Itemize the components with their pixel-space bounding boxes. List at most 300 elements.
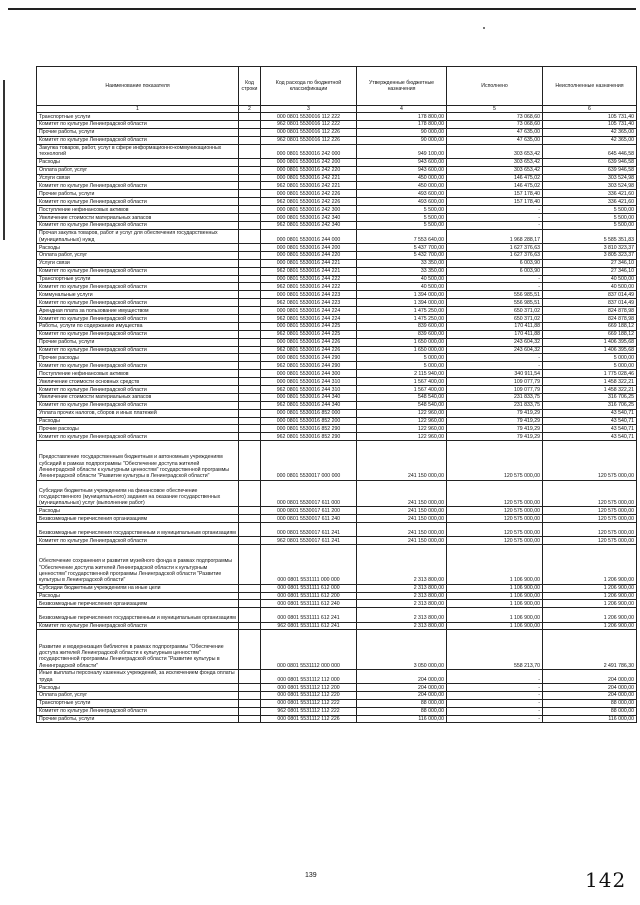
row-budget-code: 000 0801 5531111 612 240 <box>261 600 357 608</box>
row-executed: 303 653,42 <box>447 144 543 158</box>
row-budget-code: 000 0801 5531112 000 000 <box>261 630 357 669</box>
row-budget-code: 962 0801 5530016 112 226 <box>261 136 357 144</box>
table-row <box>37 120 637 128</box>
row-name: Транспортные услуги <box>37 699 239 707</box>
row-unexecuted: 336 421,60 <box>543 198 637 206</box>
row-executed: 146 475,02 <box>447 182 543 190</box>
row-line-code <box>239 417 261 425</box>
table-row <box>37 362 637 370</box>
table-row <box>37 409 637 417</box>
row-budget-code: 000 0801 5530016 242 300 <box>261 206 357 214</box>
row-unexecuted: 1 206 900,00 <box>543 600 637 608</box>
row-name: Комитет по культуре Ленинградской области <box>37 401 239 409</box>
row-approved: 241 150 000,00 <box>357 537 447 545</box>
column-number-row <box>37 106 637 113</box>
row-unexecuted: 303 524,98 <box>543 174 637 182</box>
row-name: Комитет по культуре Ленинградской области <box>37 537 239 545</box>
table-row <box>37 221 637 229</box>
row-unexecuted: 3 805 323,37 <box>543 251 637 259</box>
table-row <box>37 425 637 433</box>
row-name: Увеличение стоимости основных средств <box>37 378 239 386</box>
row-unexecuted: 1 775 028,46 <box>543 370 637 378</box>
row-name: Комитет по культуре Ленинградской области <box>37 362 239 370</box>
row-executed: 231 833,75 <box>447 401 543 409</box>
row-name: Комитет по культуре Ленинградской области <box>37 136 239 144</box>
top-border-line <box>8 8 636 10</box>
row-name: Транспортные услуги <box>37 275 239 283</box>
row-approved: 178 800,00 <box>357 113 447 121</box>
row-budget-code: 962 0801 5530016 244 223 <box>261 299 357 307</box>
row-budget-code: 000 0801 5530016 244 340 <box>261 393 357 401</box>
table-row <box>37 480 637 507</box>
row-budget-code: 000 0801 5530017 611 000 <box>261 480 357 507</box>
row-line-code <box>239 592 261 600</box>
row-line-code <box>239 136 261 144</box>
row-approved: 33 350,00 <box>357 267 447 275</box>
row-budget-code: 000 0801 5531111 612 241 <box>261 608 357 622</box>
row-line-code <box>239 322 261 330</box>
budget-execution-table <box>36 66 637 723</box>
table-row <box>37 213 637 221</box>
row-approved: 943 600,00 <box>357 166 447 174</box>
row-line-code <box>239 182 261 190</box>
table-row <box>37 378 637 386</box>
row-executed: 303 653,42 <box>447 166 543 174</box>
table-row <box>37 128 637 136</box>
table-row <box>37 307 637 315</box>
row-budget-code: 000 0801 5530016 244 224 <box>261 307 357 315</box>
table-row <box>37 523 637 537</box>
row-name: Закупка товаров, работ, услуг в сфере информационно-коммуникационных технологий <box>37 144 239 158</box>
row-unexecuted: 120 575 000,00 <box>543 507 637 515</box>
table-row <box>37 592 637 600</box>
row-name: Работы, услуги по содержанию имущества <box>37 322 239 330</box>
row-name: Прочие работы, услуги <box>37 190 239 198</box>
row-name: Комитет по культуре Ленинградской области <box>37 346 239 354</box>
row-name: Увеличение стоимости материальных запасов <box>37 213 239 221</box>
row-budget-code: 962 0801 5530016 244 224 <box>261 314 357 322</box>
row-executed: 1 106 900,00 <box>447 600 543 608</box>
header-budget-code: Код расхода по бюджетной классификации <box>261 67 357 106</box>
page-number: 139 <box>305 872 317 879</box>
row-approved: 7 553 640,00 <box>357 229 447 243</box>
row-line-code <box>239 299 261 307</box>
table-row <box>37 182 637 190</box>
row-approved: 204 000,00 <box>357 691 447 699</box>
table-row <box>37 144 637 158</box>
table-row <box>37 330 637 338</box>
row-budget-code: 000 0801 5531112 112 200 <box>261 683 357 691</box>
row-name: Комитет по культуре Ленинградской области <box>37 221 239 229</box>
row-name: Оплата работ, услуг <box>37 251 239 259</box>
row-unexecuted: 1 206 900,00 <box>543 592 637 600</box>
row-executed: 120 575 000,00 <box>447 441 543 480</box>
row-approved: 241 150 000,00 <box>357 480 447 507</box>
row-unexecuted: 43 540,71 <box>543 433 637 441</box>
row-unexecuted: 669 188,12 <box>543 330 637 338</box>
row-budget-code: 000 0801 5530016 244 310 <box>261 378 357 386</box>
row-unexecuted: 5 585 351,83 <box>543 229 637 243</box>
row-executed: 650 371,02 <box>447 314 543 322</box>
row-budget-code: 000 0801 5530016 244 222 <box>261 275 357 283</box>
row-executed: 1 106 900,00 <box>447 608 543 622</box>
row-line-code <box>239 608 261 622</box>
row-unexecuted: 27 346,10 <box>543 267 637 275</box>
table-row <box>37 243 637 251</box>
row-executed: - <box>447 699 543 707</box>
row-approved: 3 050 000,00 <box>357 630 447 669</box>
row-name: Комитет по культуре Ленинградской области <box>37 330 239 338</box>
row-line-code <box>239 346 261 354</box>
column-number: 4 <box>357 106 447 113</box>
row-approved: 943 600,00 <box>357 158 447 166</box>
row-budget-code: 000 0801 5531112 112 222 <box>261 699 357 707</box>
row-approved: 178 800,00 <box>357 120 447 128</box>
row-line-code <box>239 630 261 669</box>
row-unexecuted: 1 206 900,00 <box>543 622 637 630</box>
table-row <box>37 385 637 393</box>
table-row <box>37 354 637 362</box>
row-approved: 1 394 000,00 <box>357 291 447 299</box>
row-line-code <box>239 166 261 174</box>
row-approved: 1 650 000,00 <box>357 338 447 346</box>
row-executed: 6 003,90 <box>447 267 543 275</box>
row-unexecuted: 3 810 323,37 <box>543 243 637 251</box>
row-approved: 122 960,00 <box>357 425 447 433</box>
table-row <box>37 393 637 401</box>
row-approved: 450 000,00 <box>357 174 447 182</box>
row-line-code <box>239 545 261 584</box>
row-unexecuted: 120 575 000,00 <box>543 537 637 545</box>
table-row <box>37 174 637 182</box>
row-approved: 5 000,00 <box>357 354 447 362</box>
column-number: 5 <box>447 106 543 113</box>
row-name: Безвозмездные перечисления организациям <box>37 600 239 608</box>
row-budget-code: 000 0801 5531112 112 220 <box>261 691 357 699</box>
row-executed: - <box>447 206 543 214</box>
row-approved: 2 313 800,00 <box>357 608 447 622</box>
row-budget-code: 962 0801 5530016 242 226 <box>261 198 357 206</box>
header-indicator-name: Наименование показателя <box>37 67 239 106</box>
row-approved: 241 150 000,00 <box>357 441 447 480</box>
row-line-code <box>239 480 261 507</box>
header-executed: Исполнено <box>447 67 543 106</box>
row-line-code <box>239 507 261 515</box>
row-budget-code: 000 0801 5530016 242 221 <box>261 174 357 182</box>
row-unexecuted: 42 365,00 <box>543 136 637 144</box>
row-approved: 2 115 940,00 <box>357 370 447 378</box>
row-approved: 493 600,00 <box>357 198 447 206</box>
column-number: 2 <box>239 106 261 113</box>
row-budget-code: 000 0801 5530016 112 226 <box>261 128 357 136</box>
row-budget-code: 000 0801 5530016 244 290 <box>261 354 357 362</box>
row-executed: 79 419,29 <box>447 417 543 425</box>
row-name: Уплата прочих налогов, сборов и иных платежей <box>37 409 239 417</box>
row-executed: 558 213,70 <box>447 630 543 669</box>
row-executed: 120 575 000,00 <box>447 515 543 523</box>
row-executed: - <box>447 221 543 229</box>
row-unexecuted: 639 946,58 <box>543 158 637 166</box>
table-row <box>37 136 637 144</box>
row-executed: - <box>447 691 543 699</box>
table-row <box>37 198 637 206</box>
row-name: Арендная плата за пользование имуществом <box>37 307 239 315</box>
row-approved: 33 350,00 <box>357 259 447 267</box>
row-approved: 2 313 800,00 <box>357 545 447 584</box>
row-budget-code: 962 0801 5530016 242 340 <box>261 221 357 229</box>
row-line-code <box>239 715 261 723</box>
row-line-code <box>239 330 261 338</box>
row-executed: 1 106 900,00 <box>447 584 543 592</box>
row-line-code <box>239 158 261 166</box>
row-unexecuted: 116 000,00 <box>543 715 637 723</box>
row-name: Предоставление государственным бюджетным и автономным учреждениям субсидий в рамках подпрограммы "Обеспечение доступа жителей Ленинградской области к культурным ценностям" государственной программы Ленинградской области "Развитие культуры в Ленинградской области" <box>37 441 239 480</box>
row-budget-code: 962 0801 5531112 112 222 <box>261 707 357 715</box>
row-approved: 40 500,00 <box>357 275 447 283</box>
table-row <box>37 600 637 608</box>
row-budget-code: 000 0801 5530016 242 000 <box>261 144 357 158</box>
row-unexecuted: 336 421,60 <box>543 190 637 198</box>
row-name: Иные выплаты персоналу казенных учреждений, за исключением фонда оплаты труда <box>37 669 239 683</box>
row-unexecuted: 1 458 322,21 <box>543 385 637 393</box>
row-unexecuted: 43 540,71 <box>543 409 637 417</box>
row-budget-code: 962 0801 5530016 244 310 <box>261 385 357 393</box>
row-name: Расходы <box>37 158 239 166</box>
row-approved: 40 500,00 <box>357 283 447 291</box>
row-line-code <box>239 128 261 136</box>
row-executed: 556 985,51 <box>447 299 543 307</box>
row-executed: 73 068,60 <box>447 113 543 121</box>
row-name: Комитет по культуре Ленинградской области <box>37 622 239 630</box>
row-approved: 5 432 700,00 <box>357 251 447 259</box>
row-line-code <box>239 584 261 592</box>
row-budget-code: 000 0801 5530017 000 000 <box>261 441 357 480</box>
row-executed: 47 635,00 <box>447 128 543 136</box>
row-line-code <box>239 275 261 283</box>
row-executed: - <box>447 213 543 221</box>
row-approved: 116 000,00 <box>357 715 447 723</box>
row-unexecuted: 88 000,00 <box>543 699 637 707</box>
row-unexecuted: 837 014,49 <box>543 291 637 299</box>
row-executed: 303 653,42 <box>447 158 543 166</box>
row-name: Прочие работы, услуги <box>37 715 239 723</box>
row-executed: 120 575 000,00 <box>447 537 543 545</box>
table-row <box>37 322 637 330</box>
row-unexecuted: 824 878,98 <box>543 307 637 315</box>
table-row <box>37 584 637 592</box>
table-row <box>37 299 637 307</box>
row-unexecuted: 645 446,58 <box>543 144 637 158</box>
row-budget-code: 000 0801 5531111 612 200 <box>261 592 357 600</box>
row-approved: 5 500,00 <box>357 221 447 229</box>
row-approved: 90 000,00 <box>357 128 447 136</box>
row-name: Безвозмездные перечисления государственным и муниципальным организациям <box>37 523 239 537</box>
table-row <box>37 707 637 715</box>
table-row <box>37 113 637 121</box>
row-line-code <box>239 354 261 362</box>
row-line-code <box>239 243 261 251</box>
row-line-code <box>239 307 261 315</box>
row-line-code <box>239 338 261 346</box>
row-approved: 1 475 250,00 <box>357 314 447 322</box>
table-header-row <box>37 67 637 106</box>
table-row <box>37 608 637 622</box>
row-name: Прочие расходы <box>37 354 239 362</box>
row-budget-code: 000 0801 5530016 852 000 <box>261 409 357 417</box>
row-name: Комитет по культуре Ленинградской области <box>37 707 239 715</box>
row-name: Расходы <box>37 507 239 515</box>
row-budget-code: 962 0801 5530016 244 222 <box>261 283 357 291</box>
row-approved: 5 500,00 <box>357 206 447 214</box>
row-budget-code: 962 0801 5530016 244 226 <box>261 346 357 354</box>
row-approved: 88 000,00 <box>357 707 447 715</box>
scan-speck <box>483 27 485 29</box>
row-name: Комитет по культуре Ленинградской области <box>37 182 239 190</box>
row-budget-code: 000 0801 5530016 112 222 <box>261 113 357 121</box>
row-executed: 243 604,32 <box>447 338 543 346</box>
row-name: Оплата работ, услуг <box>37 691 239 699</box>
table-row <box>37 507 637 515</box>
row-budget-code: 962 0801 5530016 852 290 <box>261 433 357 441</box>
row-unexecuted: 40 500,00 <box>543 283 637 291</box>
row-unexecuted: 1 206 900,00 <box>543 545 637 584</box>
row-executed: 120 575 000,00 <box>447 480 543 507</box>
row-approved: 204 000,00 <box>357 683 447 691</box>
row-line-code <box>239 385 261 393</box>
table-row <box>37 275 637 283</box>
row-line-code <box>239 537 261 545</box>
scan-margin-mark <box>3 80 5 240</box>
row-approved: 1 394 000,00 <box>357 299 447 307</box>
row-approved: 5 500,00 <box>357 213 447 221</box>
row-executed: - <box>447 275 543 283</box>
row-line-code <box>239 174 261 182</box>
row-name: Развитие и модернизация библиотек в рамках подпрограммы "Обеспечение доступа жителей Ленинградской области к культурным ценностям" государственной программы Ленинградской области "Развитие культуры в Ленинградской области" <box>37 630 239 669</box>
row-line-code <box>239 707 261 715</box>
table-row <box>37 622 637 630</box>
row-name: Коммунальные услуги <box>37 291 239 299</box>
row-executed: - <box>447 683 543 691</box>
row-name: Услуги связи <box>37 174 239 182</box>
row-approved: 2 313 800,00 <box>357 600 447 608</box>
row-name: Безвозмездные перечисления государственным и муниципальным организациям <box>37 608 239 622</box>
row-budget-code: 962 0801 5530016 112 222 <box>261 120 357 128</box>
row-name: Безвозмездные перечисления организациям <box>37 515 239 523</box>
row-name: Поступление нефинансовых активов <box>37 206 239 214</box>
row-executed: 650 371,02 <box>447 307 543 315</box>
row-unexecuted: 120 575 000,00 <box>543 441 637 480</box>
row-unexecuted: 1 406 395,68 <box>543 346 637 354</box>
row-line-code <box>239 259 261 267</box>
row-approved: 241 150 000,00 <box>357 523 447 537</box>
row-line-code <box>239 409 261 417</box>
row-approved: 2 313 800,00 <box>357 622 447 630</box>
table-row <box>37 314 637 322</box>
row-budget-code: 000 0801 5531112 112 000 <box>261 669 357 683</box>
row-line-code <box>239 669 261 683</box>
row-unexecuted: 43 540,71 <box>543 417 637 425</box>
header-line-code: Код строки <box>239 67 261 106</box>
row-unexecuted: 5 000,00 <box>543 354 637 362</box>
row-name: Транспортные услуги <box>37 113 239 121</box>
row-executed: 157 178,40 <box>447 190 543 198</box>
row-approved: 493 600,00 <box>357 190 447 198</box>
row-approved: 1 567 400,00 <box>357 385 447 393</box>
row-executed: 120 575 000,00 <box>447 523 543 537</box>
row-unexecuted: 5 500,00 <box>543 221 637 229</box>
row-unexecuted: 1 458 322,21 <box>543 378 637 386</box>
row-line-code <box>239 283 261 291</box>
row-line-code <box>239 229 261 243</box>
row-name: Комитет по культуре Ленинградской области <box>37 299 239 307</box>
row-budget-code: 000 0801 5530016 242 220 <box>261 166 357 174</box>
row-approved: 548 540,00 <box>357 393 447 401</box>
row-line-code <box>239 198 261 206</box>
table-row <box>37 259 637 267</box>
row-executed: 1 968 288,17 <box>447 229 543 243</box>
table-row <box>37 683 637 691</box>
row-executed: - <box>447 283 543 291</box>
row-budget-code: 000 0801 5530017 611 241 <box>261 523 357 537</box>
table-row <box>37 433 637 441</box>
row-executed: - <box>447 707 543 715</box>
table-row <box>37 190 637 198</box>
row-name: Комитет по культуре Ленинградской области <box>37 314 239 322</box>
column-number: 6 <box>543 106 637 113</box>
row-unexecuted: 316 706,25 <box>543 401 637 409</box>
row-approved: 241 150 000,00 <box>357 515 447 523</box>
row-name: Прочие работы, услуги <box>37 338 239 346</box>
row-executed: 340 911,54 <box>447 370 543 378</box>
row-approved: 839 600,00 <box>357 322 447 330</box>
archive-stamp-number: 142 <box>585 868 627 892</box>
row-budget-code: 000 0801 5530016 244 220 <box>261 251 357 259</box>
row-line-code <box>239 683 261 691</box>
row-name: Расходы <box>37 683 239 691</box>
row-executed: 109 077,79 <box>447 378 543 386</box>
row-executed: 170 411,88 <box>447 330 543 338</box>
row-budget-code: 962 0801 5530016 242 221 <box>261 182 357 190</box>
row-approved: 5 437 700,00 <box>357 243 447 251</box>
table-row <box>37 699 637 707</box>
row-executed: 243 604,32 <box>447 346 543 354</box>
row-executed: 1 106 900,00 <box>447 592 543 600</box>
row-approved: 2 313 800,00 <box>357 592 447 600</box>
row-budget-code: 000 0801 5530016 244 223 <box>261 291 357 299</box>
row-budget-code: 000 0801 5530016 852 290 <box>261 425 357 433</box>
row-line-code <box>239 206 261 214</box>
table-row <box>37 346 637 354</box>
row-line-code <box>239 699 261 707</box>
row-unexecuted: 1 406 395,68 <box>543 338 637 346</box>
table-row <box>37 715 637 723</box>
table-row <box>37 206 637 214</box>
row-line-code <box>239 370 261 378</box>
row-line-code <box>239 267 261 275</box>
row-line-code <box>239 425 261 433</box>
table-row <box>37 291 637 299</box>
row-line-code <box>239 393 261 401</box>
header-unexecuted: Неисполненные назначения <box>543 67 637 106</box>
table-row <box>37 537 637 545</box>
table-row <box>37 669 637 683</box>
table-row <box>37 441 637 480</box>
table-row <box>37 338 637 346</box>
row-budget-code: 962 0801 5530017 611 241 <box>261 537 357 545</box>
row-approved: 122 960,00 <box>357 417 447 425</box>
row-budget-code: 962 0801 5531111 612 241 <box>261 622 357 630</box>
row-executed: - <box>447 715 543 723</box>
